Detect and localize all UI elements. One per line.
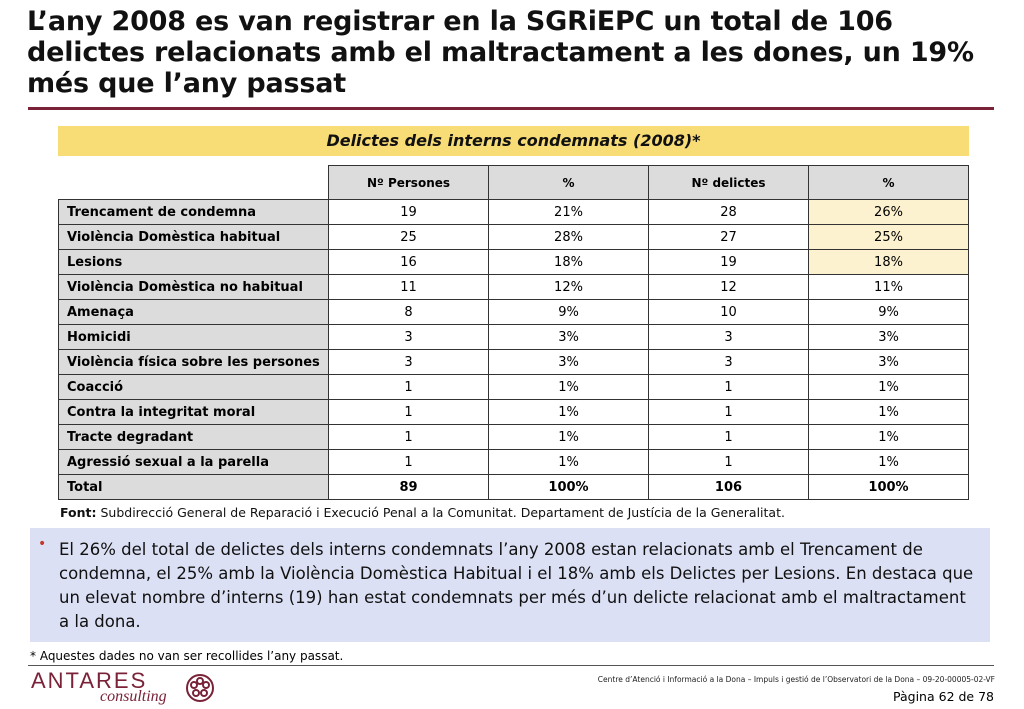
- cell-pct-delictes: 25%: [809, 225, 969, 250]
- table-row: [59, 425, 969, 450]
- logo-subtitle: consulting: [100, 688, 167, 705]
- cell-delictes: 12: [649, 275, 809, 300]
- cell-delictes: 10: [649, 300, 809, 325]
- cell-pct-persones: 1%: [489, 425, 649, 450]
- cell-pct-delictes: 3%: [809, 325, 969, 350]
- row-label: Contra la integritat moral: [59, 400, 329, 425]
- cell-pct-persones: 3%: [489, 325, 649, 350]
- source-note: [60, 505, 785, 520]
- antares-logo-icon: [184, 672, 216, 704]
- cell-pct-persones: 1%: [489, 400, 649, 425]
- footer-text: Centre d’Atenció i Informació a la Dona – Impuls i gestió de l’Observatori de la Dona – 09-20-00005-02-VF: [597, 675, 995, 684]
- cell-delictes: 28: [649, 200, 809, 225]
- table-row: [59, 375, 969, 400]
- table-row: [59, 325, 969, 350]
- cell-delictes: 27: [649, 225, 809, 250]
- row-label: Trencament de condemna: [59, 200, 329, 225]
- footnote: * Aquestes dades no van ser recollides l’any passat.: [30, 649, 344, 663]
- header-persones: Nº Persones: [329, 166, 489, 200]
- cell-delictes: 1: [649, 375, 809, 400]
- table-row: [59, 350, 969, 375]
- cell-delictes: 1: [649, 450, 809, 475]
- cell-pct-delictes: 100%: [809, 475, 969, 500]
- cell-pct-delictes: 18%: [809, 250, 969, 275]
- cell-persones: 89: [329, 475, 489, 500]
- page-number: Pàgina 62 de 78: [893, 689, 994, 704]
- row-label: Violència física sobre les persones: [59, 350, 329, 375]
- cell-pct-delictes: 1%: [809, 450, 969, 475]
- table-row: [59, 250, 969, 275]
- row-label: Lesions: [59, 250, 329, 275]
- header-pct-delictes: %: [809, 166, 969, 200]
- row-label: Tracte degradant: [59, 425, 329, 450]
- cell-delictes: 3: [649, 350, 809, 375]
- cell-persones: 1: [329, 400, 489, 425]
- row-label: Agressió sexual a la parella: [59, 450, 329, 475]
- logo-wordmark: ANTARES: [31, 668, 148, 693]
- cell-pct-persones: 100%: [489, 475, 649, 500]
- source-label: Font:: [60, 505, 97, 520]
- summary-text: El 26% del total de delictes dels interns condemnats l’any 2008 estan relacionats amb el Trencament de condemna, el 25% amb la Violència Domèstica Habitual i el 18% amb els Delictes per Lesions. En destaca que un elevat nombre d’interns (19) han estat condemnats per més d’un delicte relacionat amb el maltractament a la dona.: [59, 540, 974, 631]
- cell-persones: 11: [329, 275, 489, 300]
- cell-delictes: 1: [649, 400, 809, 425]
- table-row: [59, 400, 969, 425]
- row-label: Violència Domèstica habitual: [59, 225, 329, 250]
- cell-pct-persones: 21%: [489, 200, 649, 225]
- row-label: Coacció: [59, 375, 329, 400]
- table-header-row: [59, 166, 969, 200]
- cell-pct-delictes: 3%: [809, 350, 969, 375]
- cell-pct-persones: 3%: [489, 350, 649, 375]
- page-title: L’any 2008 es van registrar en la SGRiEPC un total de 106 delictes relacionats amb el maltractament a les dones, un 19% més que l’any passat: [27, 6, 974, 99]
- cell-delictes: 19: [649, 250, 809, 275]
- cell-persones: 8: [329, 300, 489, 325]
- cell-pct-delictes: 26%: [809, 200, 969, 225]
- cell-pct-persones: 28%: [489, 225, 649, 250]
- table-row: [59, 275, 969, 300]
- cell-pct-delictes: 1%: [809, 400, 969, 425]
- source-text: Subdirecció General de Reparació i Execució Penal a la Comunitat. Departament de Justícia de la Generalitat.: [100, 505, 785, 520]
- table-row: [59, 475, 969, 500]
- cell-persones: 1: [329, 425, 489, 450]
- header-pct-persones: %: [489, 166, 649, 200]
- cell-persones: 19: [329, 200, 489, 225]
- row-label: Homicidi: [59, 325, 329, 350]
- table-body: [59, 200, 969, 500]
- header-delictes: Nº delictes: [649, 166, 809, 200]
- cell-pct-delictes: 1%: [809, 375, 969, 400]
- table-row: [59, 225, 969, 250]
- cell-pct-delictes: 9%: [809, 300, 969, 325]
- cell-pct-persones: 12%: [489, 275, 649, 300]
- cell-persones: 3: [329, 350, 489, 375]
- cell-pct-delictes: 11%: [809, 275, 969, 300]
- header-blank-cell: [59, 166, 329, 200]
- title-divider: [28, 107, 994, 110]
- delictes-table: [58, 165, 969, 500]
- cell-persones: 1: [329, 375, 489, 400]
- cell-pct-persones: 1%: [489, 450, 649, 475]
- cell-delictes: 106: [649, 475, 809, 500]
- cell-persones: 3: [329, 325, 489, 350]
- table-row: [59, 300, 969, 325]
- table-row: [59, 450, 969, 475]
- cell-pct-persones: 18%: [489, 250, 649, 275]
- cell-persones: 16: [329, 250, 489, 275]
- row-label: Violència Domèstica no habitual: [59, 275, 329, 300]
- cell-persones: 25: [329, 225, 489, 250]
- cell-pct-persones: 1%: [489, 375, 649, 400]
- table-title: Delictes dels interns condemnats (2008)*: [58, 126, 969, 156]
- row-label: Total: [59, 475, 329, 500]
- cell-pct-persones: 9%: [489, 300, 649, 325]
- cell-delictes: 3: [649, 325, 809, 350]
- row-label: Amenaça: [59, 300, 329, 325]
- cell-persones: 1: [329, 450, 489, 475]
- cell-delictes: 1: [649, 425, 809, 450]
- table-row: [59, 200, 969, 225]
- cell-pct-delictes: 1%: [809, 425, 969, 450]
- footer-divider: [28, 665, 994, 666]
- bullet-dot-icon: •: [38, 536, 47, 552]
- summary-box: [30, 528, 990, 642]
